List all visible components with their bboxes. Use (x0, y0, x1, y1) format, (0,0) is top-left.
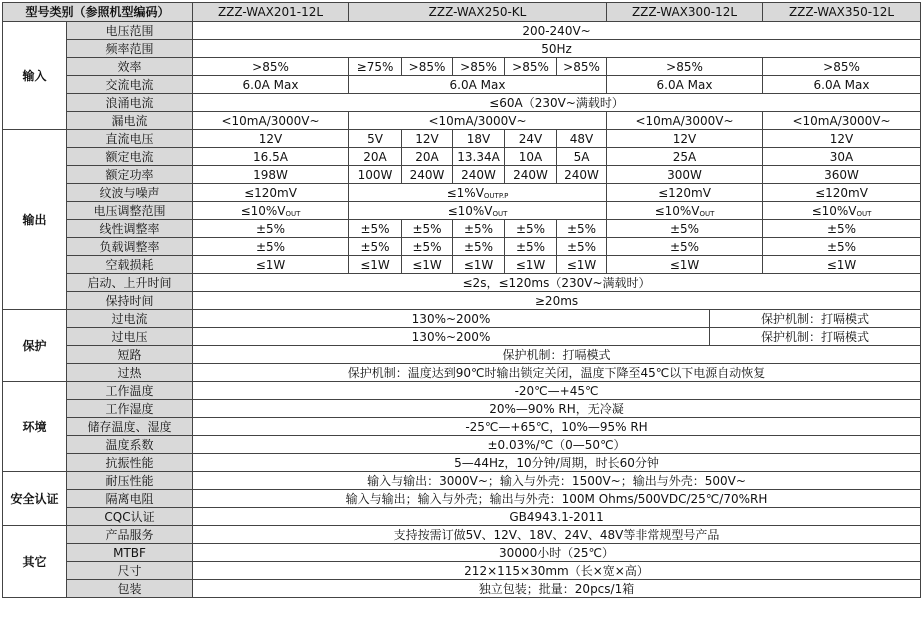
value-cell (349, 202, 607, 220)
row-load-reg (3, 238, 921, 256)
value-cell: ≤1W (402, 256, 453, 274)
row-efficiency (3, 58, 921, 76)
value-cell: ±0.03%/℃（0—50℃） (193, 436, 921, 454)
param-label: 工作温度 (67, 382, 193, 400)
value-cell: 6.0A Max (607, 76, 763, 94)
row-over-current (3, 310, 921, 328)
value-cell: ≤2s，≤120ms（230V~满载时） (193, 274, 921, 292)
row-work-humidity (3, 400, 921, 418)
value-cell: ≤60A（230V~满载时） (193, 94, 921, 112)
value-cell: ±5% (763, 238, 921, 256)
row-cqc (3, 508, 921, 526)
param-label: 效率 (67, 58, 193, 76)
value-cell: >85% (763, 58, 921, 76)
value-cell: ≤120mV (193, 184, 349, 202)
value-cell: ≤1W (607, 256, 763, 274)
row-work-temp (3, 382, 921, 400)
row-ac-current (3, 76, 921, 94)
value-cell: ±5% (763, 220, 921, 238)
value-subscript: OUT (285, 209, 301, 218)
value-cell: >85% (453, 58, 505, 76)
param-label: 尺寸 (67, 562, 193, 580)
value-cell: ±5% (557, 238, 607, 256)
value-cell: 200-240V~ (193, 22, 921, 40)
value-cell: 保护机制：打嗝模式 (710, 310, 921, 328)
value-cell: 24V (505, 130, 557, 148)
param-label: MTBF (67, 544, 193, 562)
value-cell: ±5% (402, 238, 453, 256)
value-cell: >85% (193, 58, 349, 76)
value-cell: 6.0A Max (349, 76, 607, 94)
param-label: 过电压 (67, 328, 193, 346)
value-cell: ±5% (505, 238, 557, 256)
value-main: ≤1%V (446, 185, 484, 200)
model-wax201: ZZZ-WAX201-12L (193, 3, 349, 22)
value-cell: <10mA/3000V~ (349, 112, 607, 130)
value-cell: ≤1W (453, 256, 505, 274)
row-rated-power (3, 166, 921, 184)
value-cell: 360W (763, 166, 921, 184)
row-over-voltage (3, 328, 921, 346)
value-main: ≤10%V (240, 203, 286, 218)
param-label: 耐压性能 (67, 472, 193, 490)
value-cell: ≤1W (349, 256, 402, 274)
value-cell: ±5% (453, 220, 505, 238)
param-label: 浪涌电流 (67, 94, 193, 112)
value-cell: <10mA/3000V~ (607, 112, 763, 130)
value-cell: ±5% (607, 220, 763, 238)
row-size (3, 562, 921, 580)
value-cell: ±5% (453, 238, 505, 256)
param-label: 过热 (67, 364, 193, 382)
value-cell: 25A (607, 148, 763, 166)
value-cell: 20A (402, 148, 453, 166)
value-cell: ≤120mV (607, 184, 763, 202)
value-cell: 240W (505, 166, 557, 184)
value-cell: 10A (505, 148, 557, 166)
row-inrush (3, 94, 921, 112)
param-label: 启动、上升时间 (67, 274, 193, 292)
value-cell: 5—44Hz，10分钟/周期，时长60分钟 (193, 454, 921, 472)
row-mtbf (3, 544, 921, 562)
value-cell: 100W (349, 166, 402, 184)
value-cell: 240W (557, 166, 607, 184)
value-cell: -20℃—+45℃ (193, 382, 921, 400)
param-label: 电压范围 (67, 22, 193, 40)
row-over-temp (3, 364, 921, 382)
model-wax350: ZZZ-WAX350-12L (763, 3, 921, 22)
value-cell (607, 202, 763, 220)
value-cell: ±5% (349, 220, 402, 238)
row-leakage (3, 112, 921, 130)
param-label: 纹波与噪声 (67, 184, 193, 202)
group-other: 其它 (3, 526, 67, 598)
value-cell: 保护机制：打嗝模式 (193, 346, 921, 364)
row-hold (3, 292, 921, 310)
value-cell: 198W (193, 166, 349, 184)
row-packing (3, 580, 921, 598)
value-cell: ±5% (607, 238, 763, 256)
value-cell: 48V (557, 130, 607, 148)
param-label: 负载调整率 (67, 238, 193, 256)
row-service (3, 526, 921, 544)
value-main: ≤10%V (654, 203, 700, 218)
value-cell: ±5% (193, 220, 349, 238)
value-subscript: OUTP.P (483, 191, 509, 200)
value-cell: 12V (763, 130, 921, 148)
model-category-header: 型号类别（参照机型编码） (3, 3, 193, 22)
row-vibration (3, 454, 921, 472)
value-cell: >85% (607, 58, 763, 76)
param-label: 直流电压 (67, 130, 193, 148)
value-cell: ±5% (505, 220, 557, 238)
value-main: ≤10%V (447, 203, 493, 218)
row-isolation (3, 490, 921, 508)
param-label: 抗振性能 (67, 454, 193, 472)
value-cell: ±5% (349, 238, 402, 256)
value-cell: >85% (402, 58, 453, 76)
value-cell: <10mA/3000V~ (763, 112, 921, 130)
value-cell: 212×115×30mm（长×宽×高） (193, 562, 921, 580)
param-label: 工作湿度 (67, 400, 193, 418)
value-cell: 输入与输出：3000V~；输入与外壳：1500V~；输出与外壳：500V~ (193, 472, 921, 490)
value-cell: 20%—90% RH，无冷凝 (193, 400, 921, 418)
value-cell: 6.0A Max (763, 76, 921, 94)
row-withstand (3, 472, 921, 490)
row-short (3, 346, 921, 364)
value-cell: ≤120mV (763, 184, 921, 202)
param-label: 漏电流 (67, 112, 193, 130)
value-cell: <10mA/3000V~ (193, 112, 349, 130)
param-label: 过电流 (67, 310, 193, 328)
value-cell (349, 184, 607, 202)
value-cell: 12V (607, 130, 763, 148)
param-label: 空载损耗 (67, 256, 193, 274)
value-cell: 130%~200% (193, 328, 710, 346)
row-storage (3, 418, 921, 436)
row-rated-current (3, 148, 921, 166)
value-cell: ±5% (557, 220, 607, 238)
param-label: 额定功率 (67, 166, 193, 184)
value-cell: ±5% (193, 238, 349, 256)
value-cell: 30000小时（25℃） (193, 544, 921, 562)
value-cell: 50Hz (193, 40, 921, 58)
value-cell: ±5% (402, 220, 453, 238)
value-cell: 5A (557, 148, 607, 166)
row-startup (3, 274, 921, 292)
row-no-load (3, 256, 921, 274)
value-cell: ≥20ms (193, 292, 921, 310)
value-cell: >85% (557, 58, 607, 76)
value-cell: 18V (453, 130, 505, 148)
param-label: 温度系数 (67, 436, 193, 454)
value-cell: 16.5A (193, 148, 349, 166)
value-subscript: OUT (856, 209, 872, 218)
row-ripple (3, 184, 921, 202)
value-cell: ≤1W (557, 256, 607, 274)
value-cell (193, 202, 349, 220)
row-adj-range (3, 202, 921, 220)
value-cell: 240W (402, 166, 453, 184)
value-cell: 300W (607, 166, 763, 184)
value-cell: 130%~200% (193, 310, 710, 328)
row-voltage-range (3, 22, 921, 40)
param-label: 频率范围 (67, 40, 193, 58)
spec-table (2, 2, 921, 598)
param-label: 短路 (67, 346, 193, 364)
group-safety: 安全认证 (3, 472, 67, 526)
value-cell: >85% (505, 58, 557, 76)
value-cell: 5V (349, 130, 402, 148)
group-output: 输出 (3, 130, 67, 310)
model-wax300: ZZZ-WAX300-12L (607, 3, 763, 22)
value-cell: 6.0A Max (193, 76, 349, 94)
param-label: 产品服务 (67, 526, 193, 544)
value-cell (763, 202, 921, 220)
param-label: 交流电流 (67, 76, 193, 94)
value-cell: 12V (193, 130, 349, 148)
value-main: ≤10%V (811, 203, 857, 218)
param-label: 线性调整率 (67, 220, 193, 238)
value-cell: 保护机制：温度达到90℃时输出锁定关闭，温度下降至45℃以下电源自动恢复 (193, 364, 921, 382)
value-subscript: OUT (699, 209, 715, 218)
value-cell: ≤1W (763, 256, 921, 274)
value-cell: GB4943.1-2011 (193, 508, 921, 526)
row-line-reg (3, 220, 921, 238)
value-cell: 保护机制：打嗝模式 (710, 328, 921, 346)
param-label: 额定电流 (67, 148, 193, 166)
param-label: 储存温度、湿度 (67, 418, 193, 436)
value-cell: ≤1W (505, 256, 557, 274)
value-cell: 输入与输出；输入与外壳；输出与外壳：100M Ohms/500VDC/25℃/70%RH (193, 490, 921, 508)
value-cell: ≥75% (349, 58, 402, 76)
param-label: 隔离电阻 (67, 490, 193, 508)
value-cell: 支持按需订做5V、12V、18V、24V、48V等非常规型号产品 (193, 526, 921, 544)
group-env: 环境 (3, 382, 67, 472)
param-label: 包装 (67, 580, 193, 598)
model-wax250: ZZZ-WAX250-KL (349, 3, 607, 22)
value-cell: 20A (349, 148, 402, 166)
value-cell: ≤1W (193, 256, 349, 274)
param-label: 保持时间 (67, 292, 193, 310)
row-temp-coef (3, 436, 921, 454)
header-row (3, 3, 921, 22)
value-cell: 独立包装；批量：20pcs/1箱 (193, 580, 921, 598)
value-cell: 13.34A (453, 148, 505, 166)
value-cell: 240W (453, 166, 505, 184)
value-subscript: OUT (492, 209, 508, 218)
value-cell: -25℃—+65℃，10%—95% RH (193, 418, 921, 436)
group-protect: 保护 (3, 310, 67, 382)
param-label: CQC认证 (67, 508, 193, 526)
value-cell: 30A (763, 148, 921, 166)
row-dc-voltage (3, 130, 921, 148)
value-cell: 12V (402, 130, 453, 148)
group-input: 输入 (3, 22, 67, 130)
param-label: 电压调整范围 (67, 202, 193, 220)
row-freq-range (3, 40, 921, 58)
